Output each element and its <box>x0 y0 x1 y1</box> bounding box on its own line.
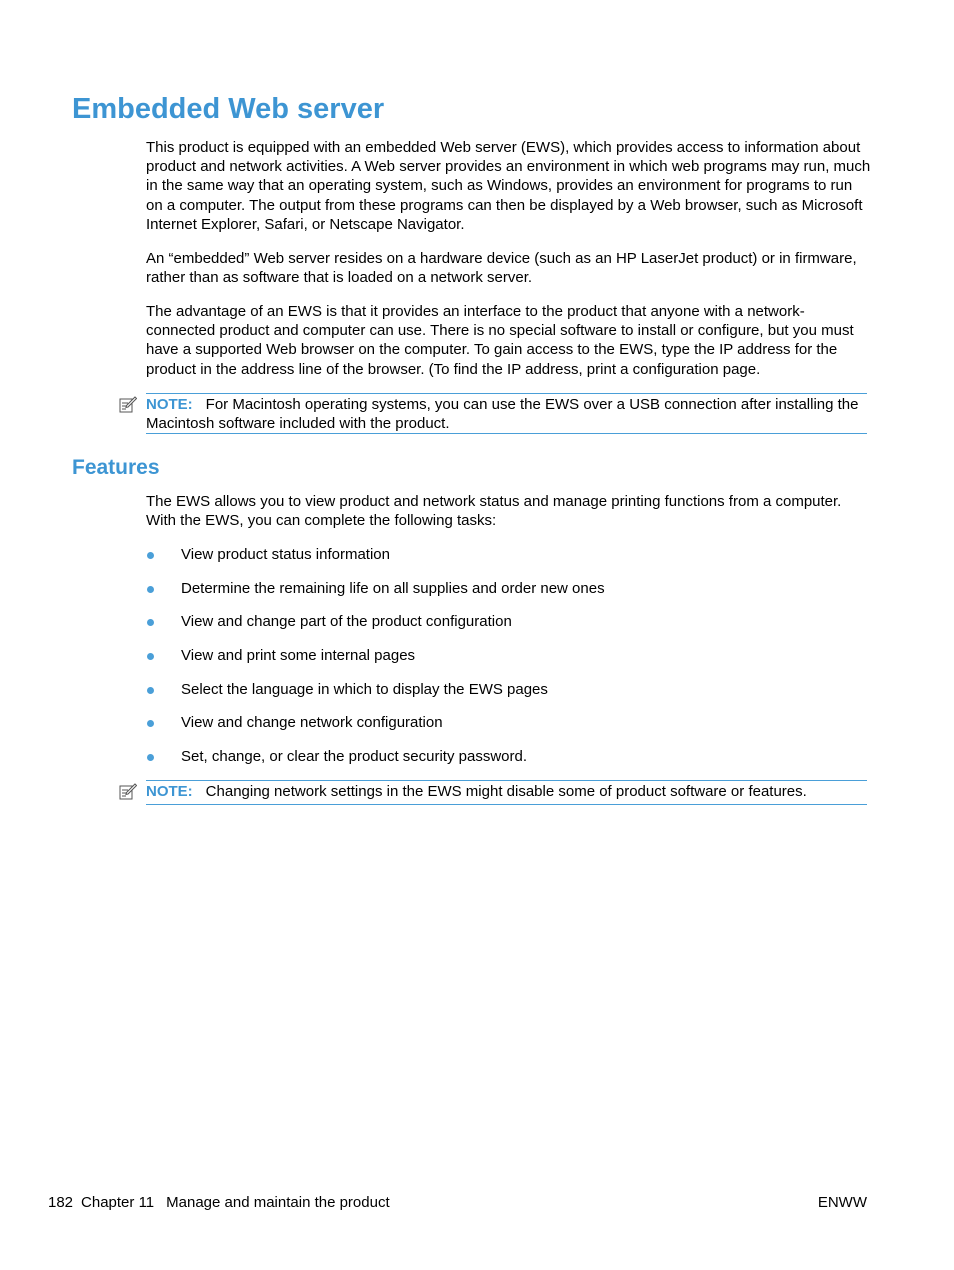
footer-right: ENWW <box>817 1194 867 1211</box>
features-list <box>146 545 605 781</box>
list-item <box>146 747 605 781</box>
bullet-dot-icon <box>147 687 154 694</box>
list-item <box>146 646 605 680</box>
bullet-dot-icon <box>147 754 154 761</box>
list-item <box>146 680 605 714</box>
bullet-dot-icon <box>147 720 154 727</box>
list-item-text: View and print some internal pages <box>181 647 416 665</box>
list-item-text: View and change part of the product configuration <box>181 613 512 631</box>
footer-chapter-title: Manage and maintain the product <box>166 1194 390 1211</box>
list-item <box>146 612 605 646</box>
list-item-text: Set, change, or clear the product security password. <box>181 748 528 766</box>
list-item <box>146 579 605 613</box>
bullet-dot-icon <box>147 619 154 626</box>
intro-paragraph-2: An “embedded” Web server resides on a hardware device (such as an HP LaserJet product) or in firmware, rather than as software that is loaded on a network server. <box>146 250 857 287</box>
list-item-text: View and change network configuration <box>181 714 443 732</box>
note-macintosh <box>146 393 867 434</box>
note-text: Changing network settings in the EWS might disable some of product software or features. <box>205 783 807 800</box>
list-item-text: Select the language in which to display the EWS pages <box>181 680 548 698</box>
note-label: NOTE: <box>146 783 193 800</box>
list-item <box>146 545 605 579</box>
bullet-dot-icon <box>147 552 154 559</box>
bullet-dot-icon <box>147 586 154 593</box>
list-item <box>146 713 605 747</box>
note-pencil-icon <box>119 396 137 414</box>
note-text: For Macintosh operating systems, you can use the EWS over a USB connection after installing the Macintosh software included with the product. <box>146 396 859 432</box>
page-title: Embedded Web server <box>72 93 385 125</box>
note-network-settings <box>146 780 867 805</box>
footer-left <box>48 1193 390 1213</box>
bullet-dot-icon <box>147 653 154 660</box>
note-pencil-icon <box>119 783 137 801</box>
features-intro: The EWS allows you to view product and network status and manage printing functions from a computer. With the EWS, you can complete the following tasks: <box>146 493 842 530</box>
list-item-text: Determine the remaining life on all supplies and order new ones <box>181 579 605 597</box>
footer-chapter: Chapter 11 <box>81 1194 155 1211</box>
features-heading: Features <box>72 456 160 479</box>
list-item-text: View product status information <box>181 546 390 563</box>
note-label: NOTE: <box>146 396 193 413</box>
intro-paragraph-1: This product is equipped with an embedded Web server (EWS), which provides access to information about product and network activities. A Web server provides an environment in which web programs may run, much in the same way that an operating system, such as Windows, provides an environment for programs to run on a computer. The output from these programs can then be displayed by a Web browser, such as Microsoft Internet Explorer, Safari, or Netscape Navigator. <box>146 139 871 233</box>
page-number: 182 <box>48 1194 74 1211</box>
intro-paragraph-3: The advantage of an EWS is that it provides an interface to the product that anyone with a network-connected product and computer can use. There is no special software to install or configure, but you must have a supported Web browser on the computer. To gain access to the EWS, type the IP address for the product in the address line of the browser. (To find the IP address, print a configuration page. <box>146 303 854 378</box>
